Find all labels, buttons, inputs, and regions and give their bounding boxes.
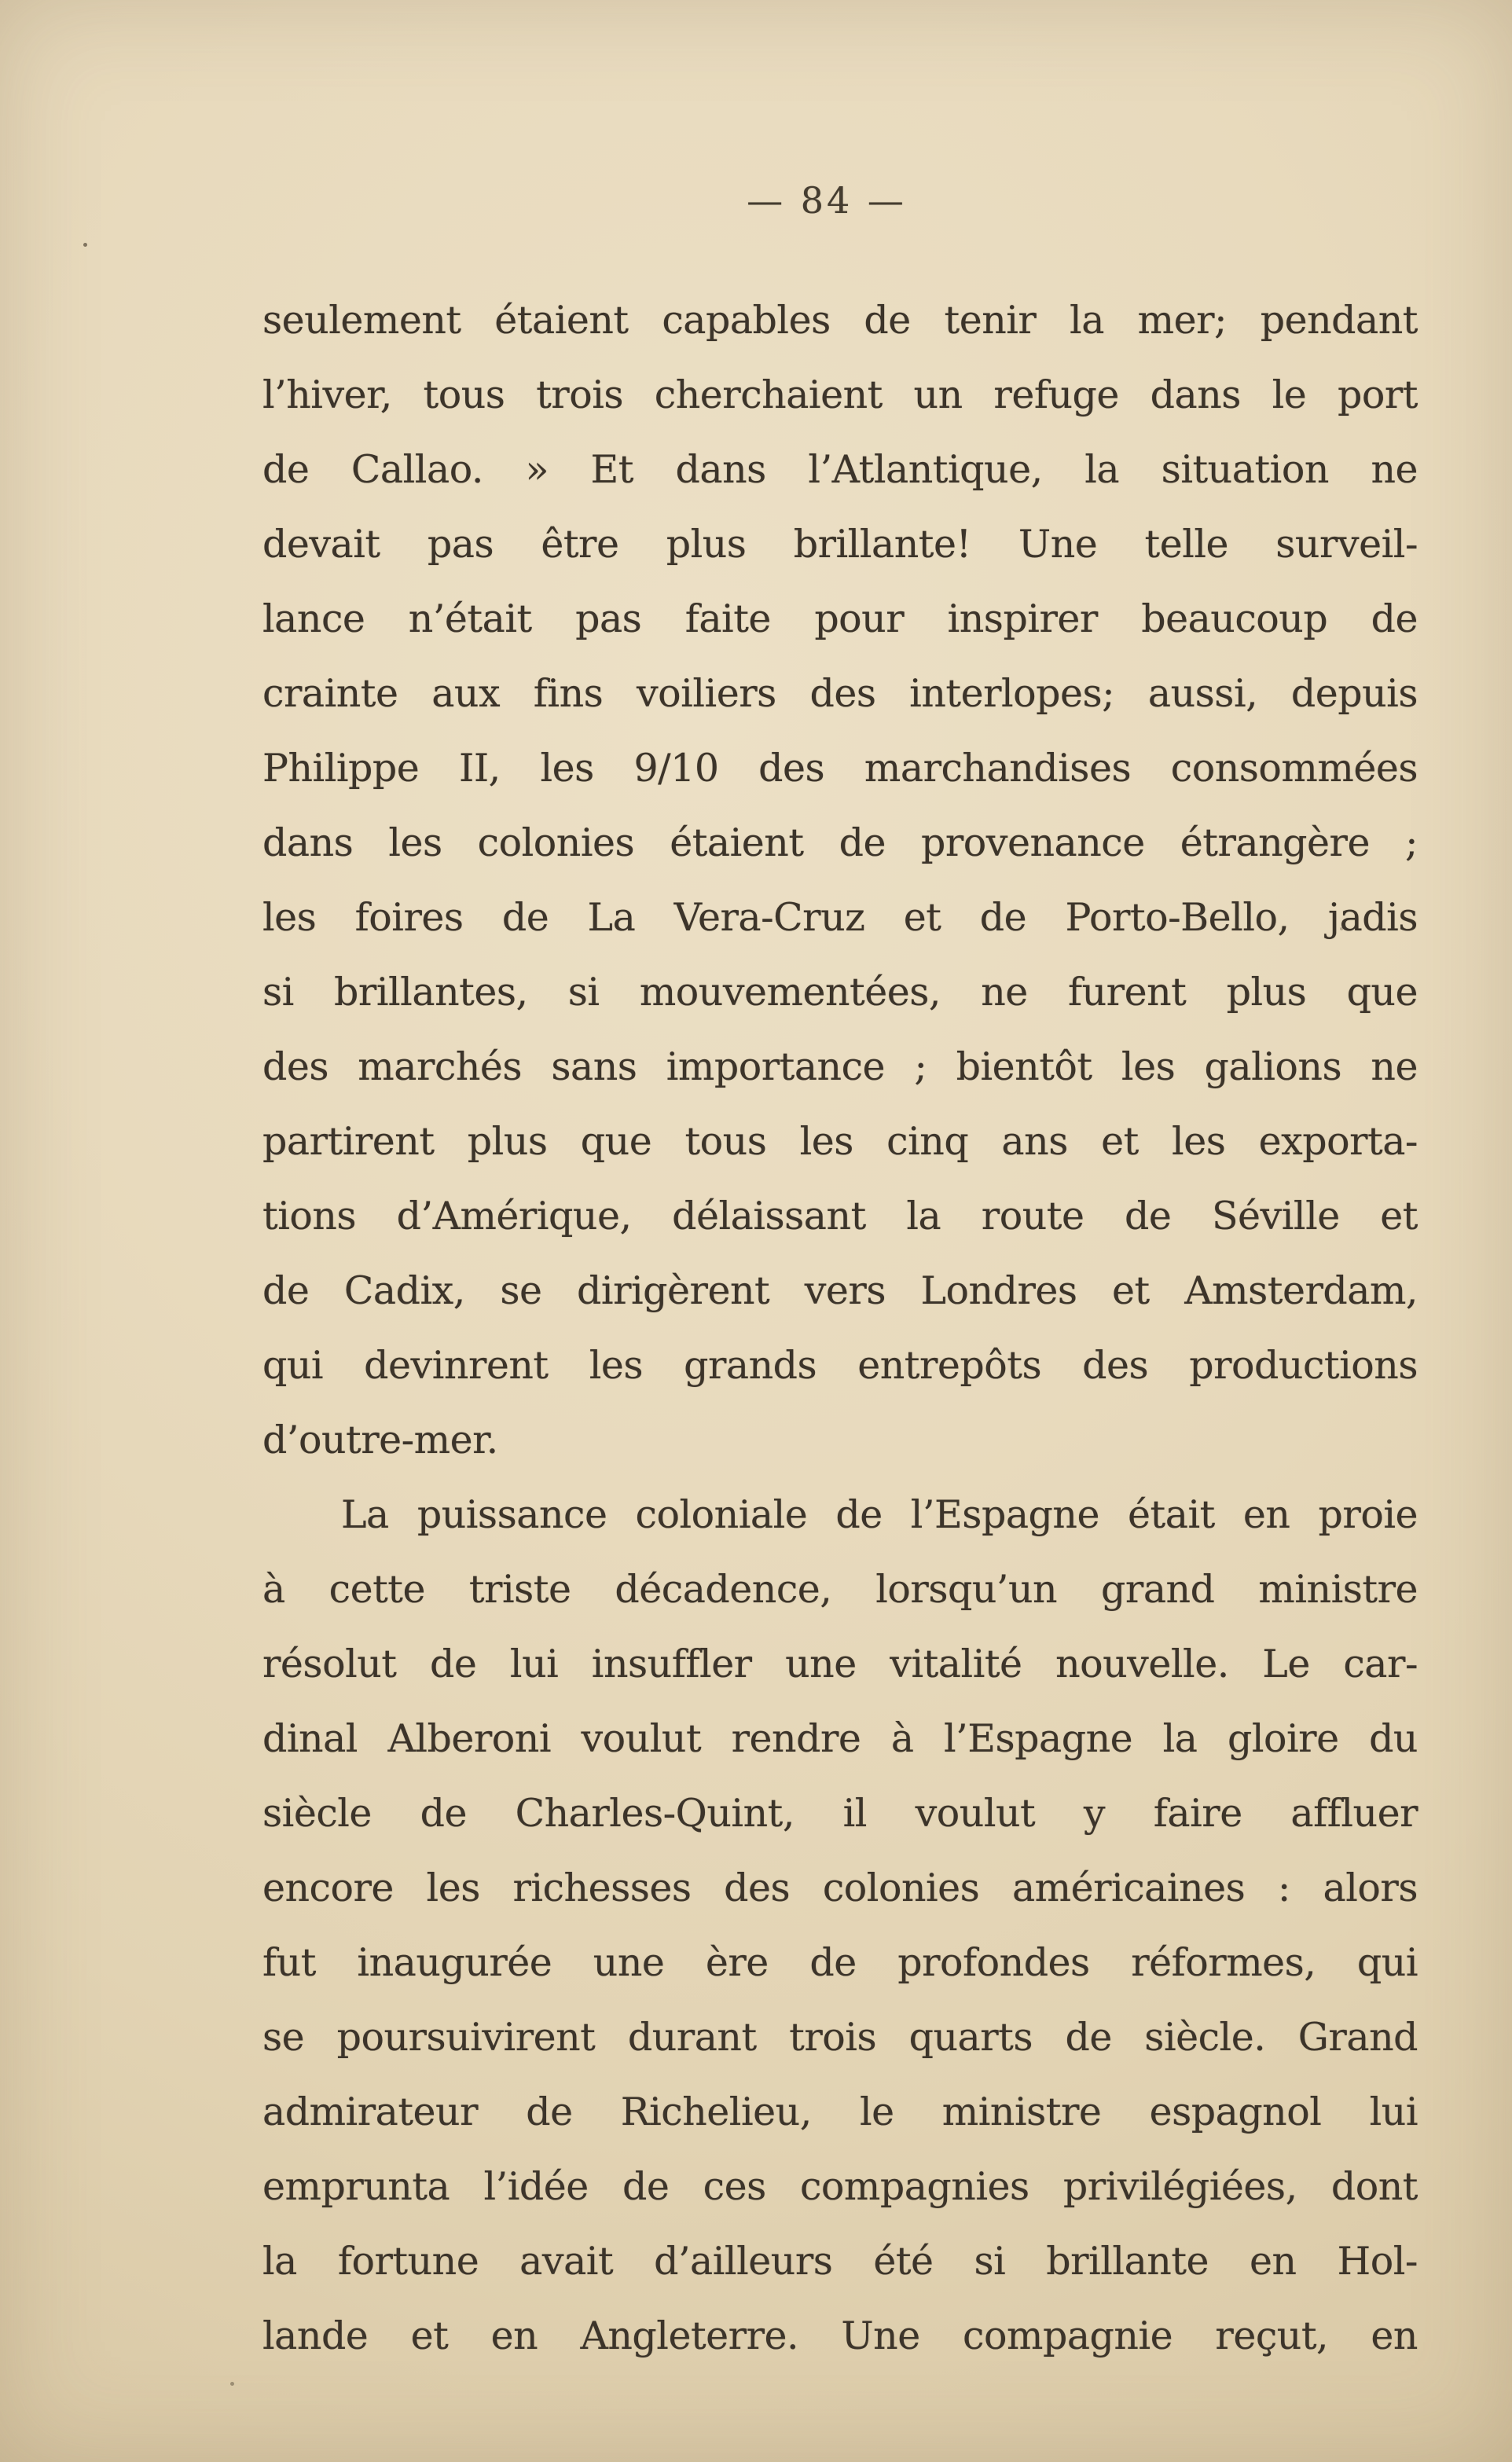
text-line: encore les richesses des colonies américaines : alors [262,1866,1418,1910]
text-line: devait pas être plus brillante! Une telle surveil- [262,522,1418,567]
text-line: crainte aux fins voiliers des interlopes; aussi, depuis [262,671,1418,716]
paper-speck [1340,927,1343,930]
paper-speck [230,2382,234,2386]
text-line: si brillantes, si mouvementées, ne furent plus que [262,970,1418,1015]
page-number: — 84 — [747,179,907,222]
text-line: dans les colonies étaient de provenance étrangère ; [262,820,1418,865]
text-line: les foires de La Vera-Cruz et de Porto-Bello, jadis [262,895,1418,940]
text-line: de Callao. » Et dans l’Atlantique, la situation ne [262,447,1418,492]
text-line: lance n’était pas faite pour inspirer beaucoup de [262,596,1418,641]
text-line: emprunta l’idée de ces compagnies privilégiées, dont [262,2164,1418,2209]
text-line: dinal Alberoni voulut rendre à l’Espagne la gloire du [262,1716,1418,1761]
text-line: des marchés sans importance ; bientôt les galions ne [262,1044,1418,1089]
text-line: lande et en Angleterre. Une compagnie reçut, en [262,2313,1418,2358]
text-line: seulement étaient capables de tenir la mer; pendant [262,298,1418,343]
text-line: à cette triste décadence, lorsqu’un grand ministre [262,1567,1418,1612]
text-line: de Cadix, se dirigèrent vers Londres et Amsterdam, [262,1268,1418,1313]
text-line: la fortune avait d’ailleurs été si brillante en Hol- [262,2239,1418,2284]
text-line: l’hiver, tous trois cherchaient un refuge dans le port [262,372,1418,417]
text-line: résolut de lui insuffler une vitalité nouvelle. Le car- [262,1642,1418,1686]
text-line: partirent plus que tous les cinq ans et les exporta- [262,1119,1418,1164]
text-line: tions d’Amérique, délaissant la route de Séville et [262,1194,1418,1238]
text-line: admirateur de Richelieu, le ministre espagnol lui [262,2090,1418,2134]
text-line: qui devinrent les grands entrepôts des productions [262,1343,1418,1388]
paper-speck [83,243,87,247]
text-line-paragraph-start: La puissance coloniale de l’Espagne était en proie [341,1492,1418,1537]
text-line: siècle de Charles-Quint, il voulut y faire affluer [262,1791,1418,1836]
text-line: se poursuivirent durant trois quarts de siècle. Grand [262,2015,1418,2060]
text-line: Philippe II, les 9/10 des marchandises consommées [262,746,1418,791]
text-line: fut inaugurée une ère de profondes réformes, qui [262,1940,1418,1985]
text-line-paragraph-end: d’outre-mer. [262,1418,498,1462]
text-block [262,283,1418,2373]
